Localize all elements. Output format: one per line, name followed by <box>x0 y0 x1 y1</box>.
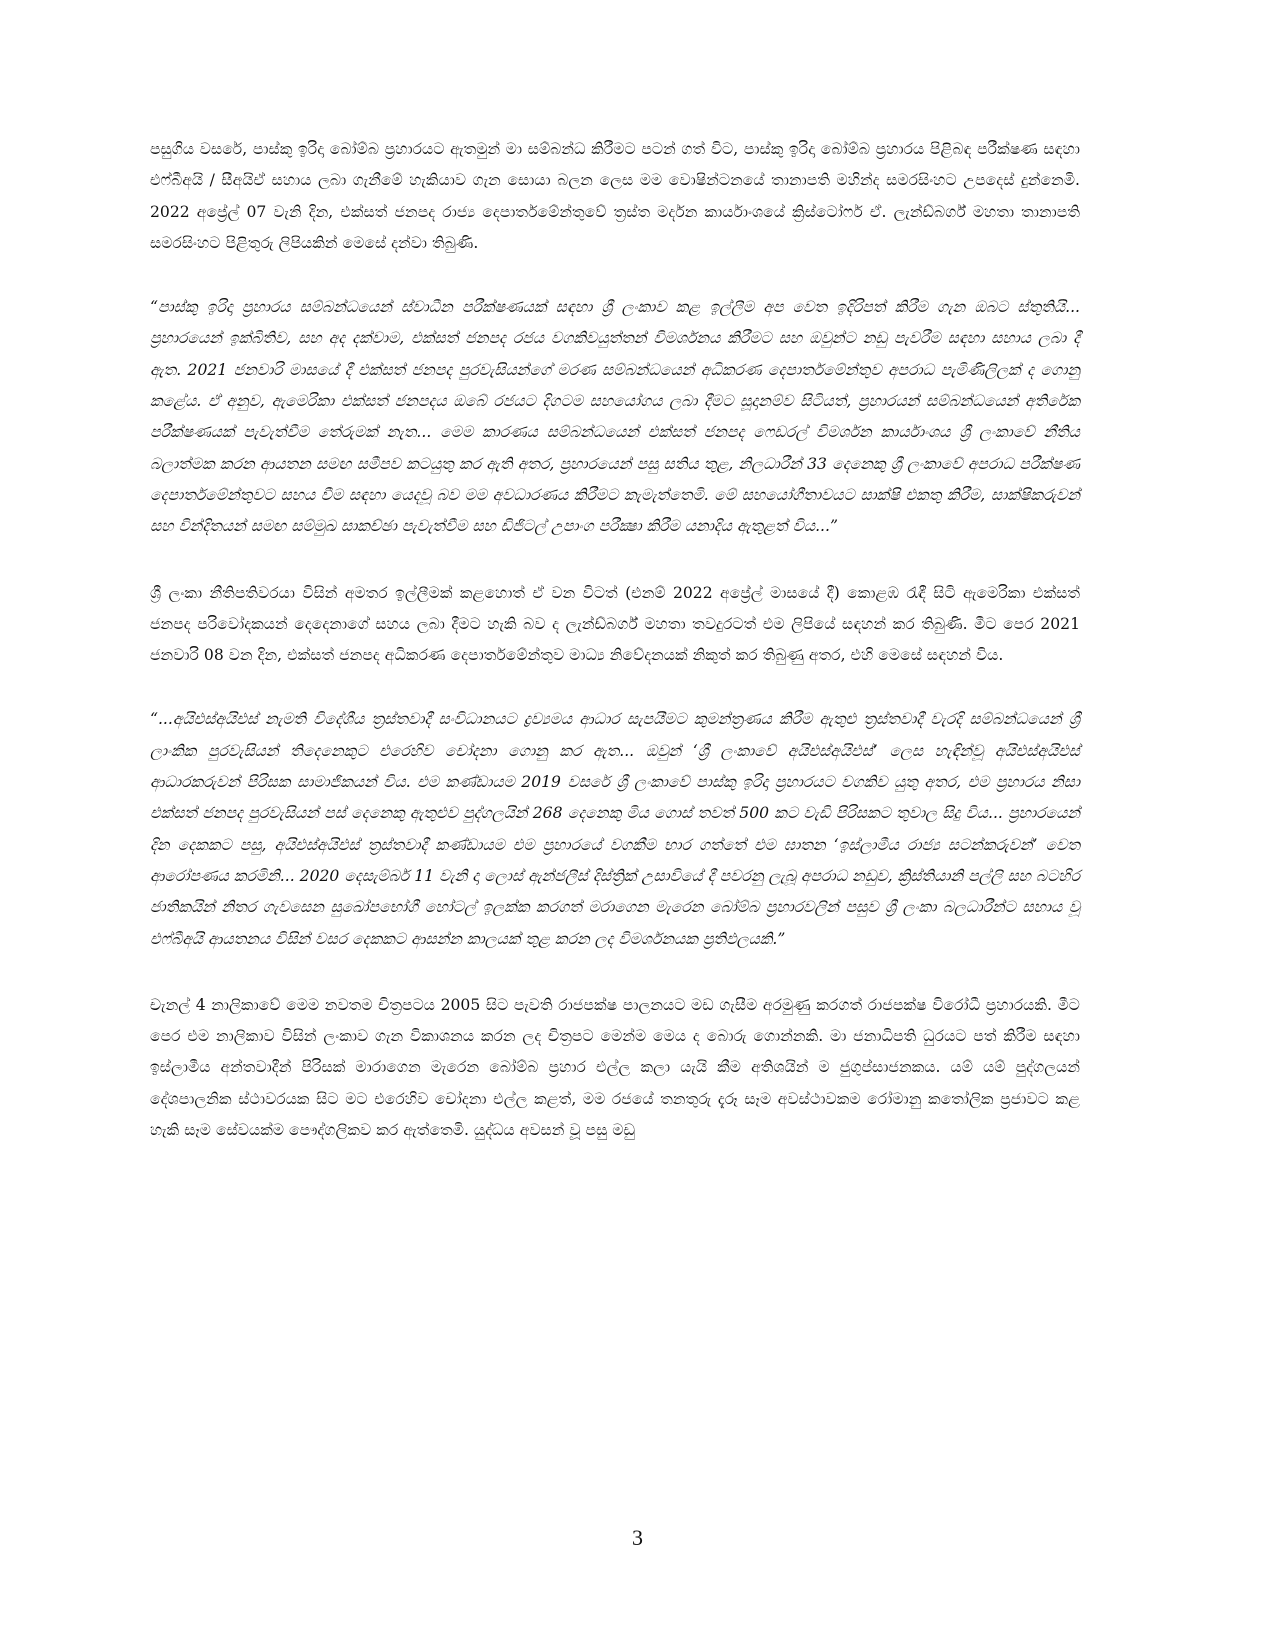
paragraph-channel4: චැනල් 4 නාලිකාවේ මෙම නවතම චිත්‍රපටය 2005 සිට පැවති රාජපක්ෂ පාලනයට මඩ ගැසීම අරමුණු කරගත් රාජපක්ෂ විරෝධී ප්‍රහාරයකි. මීට පෙර එම නාලිකාව විසින් ලංකාව ගැන විකාශනය කරන ලද චිත්‍රපට මෙන්ම මෙය ද බොරු ගොන්නකි. මා ජනාධිපති ධුරයට පත් කිරීම සඳහා ඉස්ලාමීය අන්තවාදීන් පිරිසක් මාරාගෙන මැරෙන බෝම්බ ප්‍රහාර එල්ල කලා යැයි කීම අතිශයින් ම ජුගුප්සාජනකය. යම් යම් පුද්ගලයන් දේශපාලනික ස්ථාවරයක සිට මට එරෙහිව චෝදනා එල්ල කළත්, මම රජයේ තනතුරු දැරූ සෑම අවස්ථාවකම රෝමානු කතෝලික ප්‍රජාවට කළ හැකි සෑම සේවයක්ම පෞද්ගලිකව කර ඇත්තෙමි. යුද්ධය අවසන් වූ පසු මඩු <box>150 995 1080 1140</box>
paragraph-attorney-general: ශ්‍රී ලංකා නීතිපතිවරයා විසින් අමතර ඉල්ලීමක් කළහොත් ඒ වන විටත් (එනම් 2022 අප්‍රේල් මාසයේ දී) කොළඹ රැඳී සිටි ඇමෙරිකා එක්සත් ජනපද පරිවෝදකයන් දෙදෙනාගේ සහය ලබා දීමට හැකි බව ද ලැන්ඩ්බර්ග් මහතා තවදුරටත් එම ලිපියේ සඳහන් කර තිබුණි. මීට පෙර 2021 ජනවාරි 08 වන දින, එක්සත් ජනපද අධිකරණ දෙපාර්තමේන්තුව මාධ්‍ය නිවේදනයක් නිකුත් කර තිබුණු අතර, එහි මෙසේ සඳහන් විය. <box>150 583 1080 665</box>
paragraph-intro: පසුගිය වසරේ, පාස්කු ඉරිදා බෝම්බ ප්‍රහාරයට ඇතමුන් මා සම්බන්ධ කිරීමට පටන් ගත් විට, පාස්කු ඉරිදා බෝම්බ ප්‍රහාරය පිළිබඳ පරීක්ෂණ සඳහා එෆ්බීඅයි / සීඅයිඒ සහාය ලබා ගැනීමේ හැකියාව ගැන සොයා බලන ලෙස මම වොෂින්ටනයේ තානාපති මහින්ද සමරසිංහට උපදෙස් දුන්නෙමි. 2022 අප්‍රේල් 07 වැනි දින, එක්සත් ජනපද රාජ්‍ය දෙපාර්තමේන්තුවේ ත්‍රස්ත මර්දන කාර්යාංශයේ ක්‍රිස්ටෝෆර් ඒ. ලැන්ඩ්බර්ග් මහතා තානාපති සමරසිංහට පිළිතුරු ලිපියකින් මෙසේ දන්වා තිබුණි. <box>150 140 1080 252</box>
quote-doj-press-release: “...අයිඑස්අයිඑස් නැමති විදේශීය ත්‍රස්තවාදී සංවිධානයට ද්‍රව්‍යමය ආධාර සැපයීමට කුමන්ත්‍රණය කිරීම ඇතුළු ත්‍රස්තවාදී වැරදි සම්බන්ධයෙන් ශ්‍රී ලාංකික පුරවැසියන් තිදෙනෙකුට එරෙහිව චෝදනා ගොනු කර ඇත... ඔවුන් ‘ශ්‍රී ලංකාවේ අයිඑස්අයිඑස්’ ලෙස හැඳින්වූ අයිඑස්අයිඑස් ආධාරකරුවන් පිරිසක සාමාජිකයන් විය. එම කණ්ඩායම 2019 වසරේ ශ්‍රී ලංකාවේ පාස්කු ඉරිදා ප්‍රහාරයට වගකිව යුතු අතර, එම ප්‍රහාරය නිසා එක්සත් ජනපද පුරවැසියන් පස් දෙනෙකු ඇතුළුව පුද්ගලයින් 268 දෙනෙකු මිය ගොස් තවත් 500 කට වැඩි පිරිසකට තුවාල සිදු විය... ප්‍රහාරයෙන් දින දෙකකට පසු, අයිඑස්අයිඑස් ත්‍රස්තවාදී කණ්ඩායම එම ප්‍රහාරයේ වගකීම භාර ගත්තේ එම ඝාතන ‘ඉස්ලාමීය රාජ්‍ය සටන්කරුවන්’ වෙත ආරෝපණය කරමිනි... 2020 දෙසැම්බර් 11 වැනි දා ලොස් ඇන්ජලීස් දිස්ත්‍රික් උසාවියේ දී පවරනු ලැබූ අපරාධ නඩුව, ක්‍රිස්තියානි පල්ලි සහ බටහිර ජාතිකයින් නිතර ගැවසෙන සුඛෝපභෝගී හෝටල් ඉලක්ක කරගත් මරාගෙන මැරෙන බෝම්බ ප්‍රහාරවලින් පසුව ශ්‍රී ලංකා බලධාරීන්ට සහාය වූ එෆ්බීඅයි ආයතනය විසින් වසර දෙකකට ආසන්න කාලයක් තුළ කරන ලද විමර්ශනයක ප්‍රතිඵලයකි.” <box>150 710 1080 948</box>
page-number: 3 <box>632 1525 643 1550</box>
document-page <box>150 134 1080 1146</box>
quote-landberg-letter: “පාස්කු ඉරිදා ප්‍රහාරය සම්බන්ධයෙන් ස්වාධීන පරීක්ෂණයක් සඳහා ශ්‍රී ලංකාව කළ ඉල්ලීම අප වෙත ඉදිරිපත් කිරීම ගැන ඔබට ස්තුතියි... ප්‍රහාරයෙන් ඉක්බිතිව, සහ අද දක්වාම, එක්සත් ජනපද රජය වගකිවයුත්තන් විමර්ශනය කිරීමට සහ ඔවුන්ට නඩු පැවරීම සඳහා සහාය ලබා දී ඇත. 2021 ජනවාරි මාසයේ දී එක්සත් ජනපද පුරවැසියන්ගේ මරණ සම්බන්ධයෙන් අධිකරණ දෙපාර්තමේන්තුව අපරාධ පැමිණිලිලක් ද ගොනු කළේය. ඒ අනුව, ඇමෙරිකා එක්සත් ජනපදය ඔබේ රජයට දිගටම සහයෝගය ලබා දීමට සූදානම්ව සිටියත්, ප්‍රහාරයන් සම්බන්ධයෙන් අතිරේක පරීක්ෂණයක් පැවැත්වීම තේරුමක් නැත... මෙම කාරණය සම්බන්ධයෙන් එක්සත් ජනපද ෆෙඩරල් විමර්ශන කාර්යාංශය ශ්‍රී ලංකාවේ නීතිය බලාත්මක කරන ආයතන සමඟ සමීපව කටයුතු කර ඇති අතර, ප්‍රහාරයෙන් පසු සතිය තුළ, නිලධාරීන් 33 දෙනෙකු ශ්‍රී ලංකාවේ අපරාධ පරීක්ෂණ දෙපාර්තමේන්තුවට සහය වීම සඳහා යෙදවූ බව මම අවධාරණය කිරීමට කැමැත්තෙමි. මේ සහයෝගීතාවයට සාක්ෂි එකතු කිරීම, සාක්ෂිකරුවන් සහ වින්දිතයන් සමඟ සම්මුඛ සාකච්ඡා පැවැත්වීම සහ ඩිජිටල් උපාංග පරීක්‍ෂා කිරීම යනාදිය ඇතුළත් විය...” <box>150 298 1080 536</box>
